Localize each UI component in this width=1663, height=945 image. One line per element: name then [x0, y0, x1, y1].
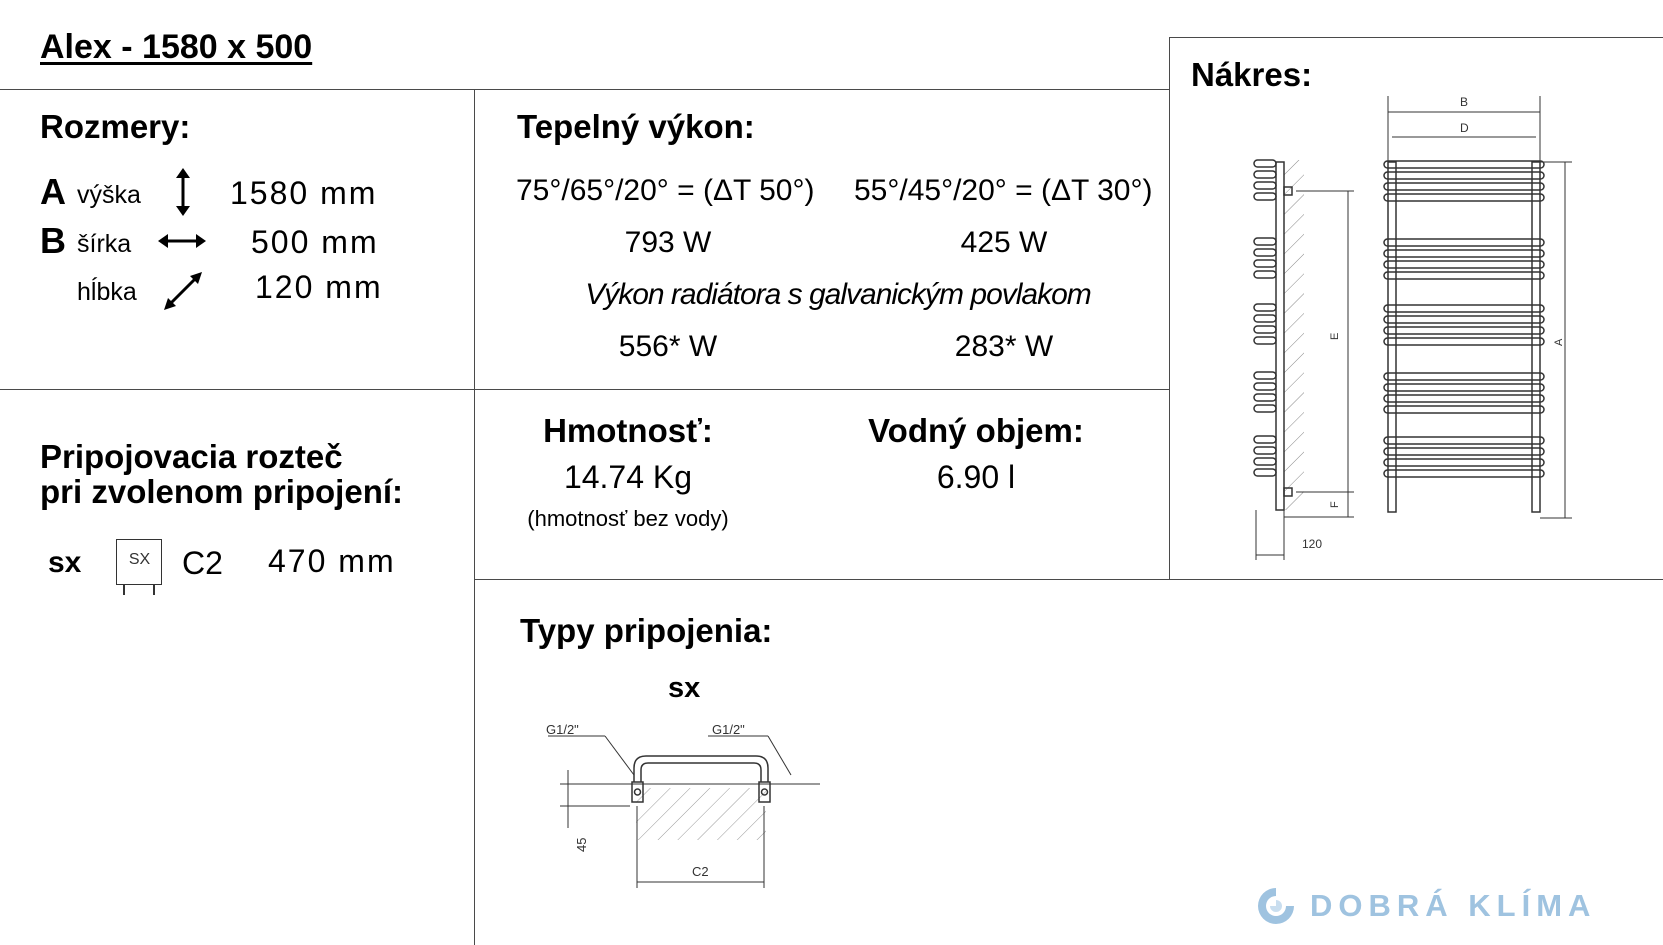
side-tube [1254, 304, 1276, 311]
divider-lower [474, 579, 1663, 580]
thermal-col1-value: 793 W [624, 226, 712, 259]
side-tube [1254, 182, 1276, 189]
drawing-label-e: E [1329, 332, 1341, 340]
weight-value: 14.74 Kg [563, 459, 693, 495]
divider-top [0, 89, 1170, 90]
side-tube [1254, 238, 1276, 245]
front-tube [1384, 437, 1544, 444]
side-tube [1254, 405, 1276, 412]
drawing-heading: Nákres: [1191, 56, 1313, 93]
side-tube [1254, 160, 1276, 167]
front-tube [1384, 316, 1544, 323]
side-tube [1254, 447, 1276, 454]
side-tube [1254, 249, 1276, 256]
front-tube [1384, 448, 1544, 455]
front-tube [1384, 373, 1544, 380]
side-tube [1254, 315, 1276, 322]
divider-drawing-top [1169, 37, 1663, 38]
front-tube [1384, 161, 1544, 168]
weight-heading: Hmotnosť: [543, 412, 713, 449]
page-title: Alex - 1580 x 500 [40, 28, 313, 66]
sx-connection-icon [116, 539, 164, 597]
sx-connection-icon-label: SX [128, 551, 151, 568]
spacing-type: sx [48, 546, 82, 579]
side-tube [1254, 326, 1276, 333]
side-view [1274, 160, 1304, 510]
front-view-tubes [1384, 161, 1544, 477]
side-tube [1254, 260, 1276, 267]
dimensions-heading: Rozmery: [40, 108, 191, 145]
thermal-col2-value: 425 W [960, 226, 1048, 259]
drawing-label-f: F [1329, 501, 1341, 508]
logo-text: DOBRÁ KLÍMA [1310, 888, 1597, 923]
dimension-label-height: výška [77, 181, 141, 209]
side-tube [1254, 372, 1276, 379]
diagonal-double-arrow-icon [162, 270, 204, 312]
front-tube [1384, 384, 1544, 391]
thermal-col1-galvanic: 556* W [618, 330, 718, 363]
front-tube [1384, 338, 1544, 345]
front-tube [1384, 305, 1544, 312]
horizontal-double-arrow-icon [158, 231, 206, 251]
dobra-klima-logo [1254, 884, 1659, 930]
sx-label-right-thread: G1/2" [712, 722, 745, 737]
front-tube [1384, 395, 1544, 402]
spacing-heading-line1: Pripojovacia rozteč [40, 438, 343, 475]
thermal-col1-header: 75°/65°/20° = (ΔT 50°) [516, 174, 815, 207]
sx-label-left-thread: G1/2" [546, 722, 579, 737]
dimension-value-height: 1580 mm [230, 175, 378, 211]
side-tube [1254, 337, 1276, 344]
swirl-logo-icon [1254, 884, 1298, 928]
front-tube [1384, 250, 1544, 257]
front-tube [1384, 459, 1544, 466]
radiator-technical-drawing [1230, 90, 1590, 570]
connection-types-heading: Typy pripojenia: [520, 612, 773, 649]
spacing-value: 470 mm [268, 543, 396, 579]
side-view-tubes [1254, 160, 1276, 476]
side-tube [1254, 271, 1276, 278]
connection-type-sx: sx [668, 672, 701, 704]
vertical-double-arrow-icon [172, 168, 194, 216]
side-tube [1254, 383, 1276, 390]
water-volume-value: 6.90 l [936, 459, 1016, 495]
front-tube [1384, 470, 1544, 477]
thermal-col2-galvanic: 283* W [954, 330, 1054, 363]
dimension-value-depth: 120 mm [255, 269, 383, 305]
dimension-label-width: šírka [77, 230, 132, 258]
dimension-label-depth: hĺbka [77, 278, 137, 306]
thermal-heading: Tepelný výkon: [517, 108, 755, 145]
sx-label-spacing: C2 [692, 864, 709, 879]
divider-center [474, 89, 475, 945]
thermal-galvanic-note: Výkon radiátora s galvanickým povlakom [585, 278, 1091, 311]
drawing-label-d: D [1460, 121, 1469, 135]
thermal-col2-header: 55°/45°/20° = (ΔT 30°) [854, 174, 1153, 207]
front-tube [1384, 327, 1544, 334]
drawing-label-a: A [1553, 338, 1565, 346]
dimension-letter-a: A [40, 171, 66, 212]
drawing-label-b: B [1460, 95, 1469, 109]
side-tube [1254, 458, 1276, 465]
front-tube [1384, 261, 1544, 268]
side-tube [1254, 469, 1276, 476]
front-tube [1384, 183, 1544, 190]
front-tube [1384, 194, 1544, 201]
front-tube [1384, 406, 1544, 413]
spacing-code: C2 [182, 545, 223, 581]
water-volume-heading: Vodný objem: [868, 412, 1084, 449]
drawing-label-depth: 120 [1302, 537, 1323, 551]
side-tube [1254, 394, 1276, 401]
side-tube [1254, 193, 1276, 200]
front-tube [1384, 239, 1544, 246]
front-tube [1384, 172, 1544, 179]
dimension-letter-b: B [40, 220, 66, 261]
sx-label-height: 45 [574, 837, 589, 852]
divider-middle [0, 389, 1170, 390]
weight-note: (hmotnosť bez vody) [527, 506, 729, 531]
front-tube [1384, 272, 1544, 279]
side-tube [1254, 436, 1276, 443]
sx-connection-diagram [540, 720, 840, 900]
dimension-value-width: 500 mm [251, 224, 379, 260]
divider-drawing-left [1169, 37, 1170, 580]
spacing-heading-line2: pri zvolenom pripojení: [40, 473, 404, 510]
side-tube [1254, 171, 1276, 178]
